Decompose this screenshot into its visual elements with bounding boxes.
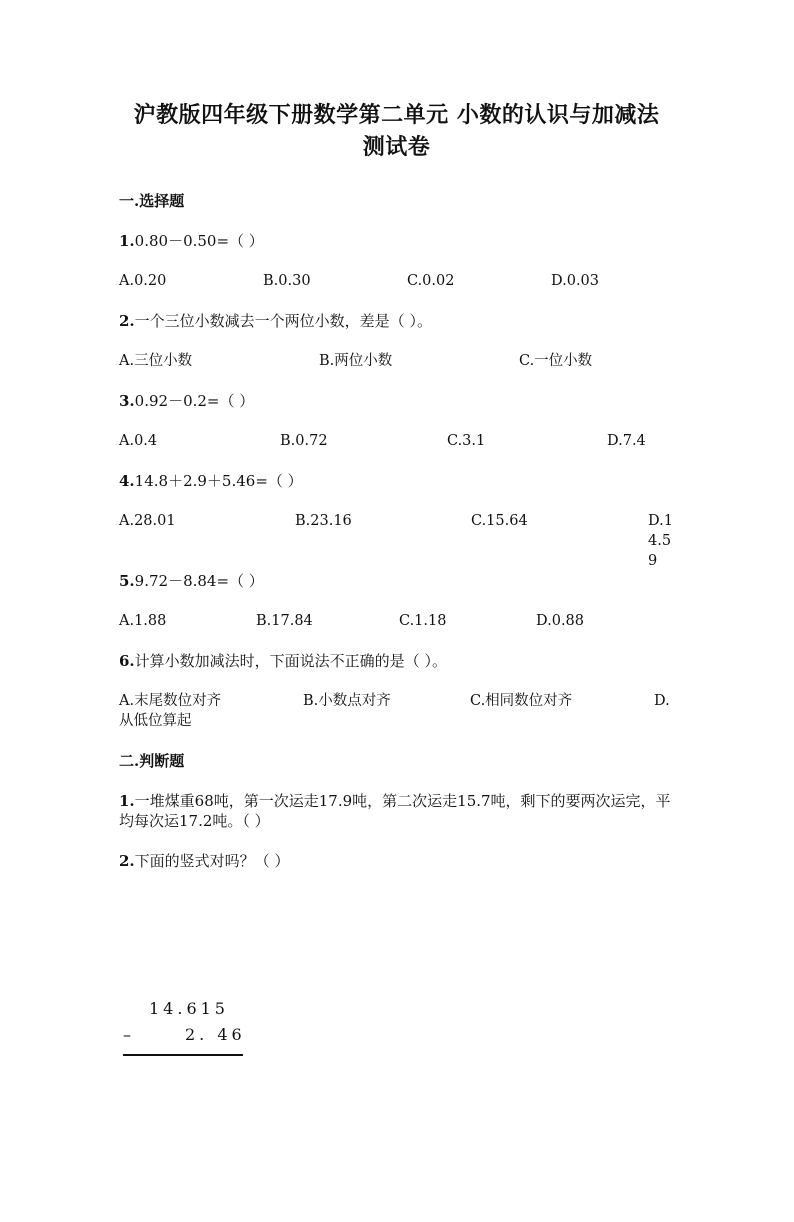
- option-b: B.23.16: [295, 513, 352, 529]
- option-a: A.三位小数: [119, 353, 193, 369]
- question-text: 9.72－8.84=（ ）: [134, 572, 264, 590]
- options-4: [119, 511, 674, 569]
- question-number: 1.: [119, 232, 135, 250]
- option-c: C.相同数位对齐: [470, 693, 573, 709]
- question-number: 4.: [119, 472, 135, 490]
- option-b: B.小数点对齐: [303, 693, 391, 709]
- question-text: 0.92－0.2=（ ）: [134, 392, 255, 410]
- option-c: C.3.1: [447, 433, 486, 449]
- option-b: B.0.30: [263, 273, 311, 289]
- question-number: 6.: [119, 652, 135, 670]
- option-b: B.0.72: [280, 433, 328, 449]
- option-d: D.0.03: [551, 273, 600, 289]
- minuend: 14.615: [149, 999, 229, 1018]
- option-d: D.14.59: [648, 513, 673, 569]
- question-number: 2.: [119, 852, 135, 870]
- vertical-line-2: [119, 1025, 249, 1051]
- options-5: [119, 611, 674, 631]
- question-text: 一个三位小数减去一个两位小数，差是（ ）。: [134, 312, 432, 330]
- judge-1: [119, 791, 674, 831]
- question-text: 一堆煤重68吨，第一次运走17.9吨，第二次运走15.7吨，剩下的要两次运完，平均每次运17.2吨。（ ）: [119, 792, 671, 830]
- question-1: [119, 231, 674, 251]
- judge-2: [119, 851, 674, 871]
- vertical-line-1: [119, 999, 249, 1025]
- option-d-text: D.从低位算起: [119, 693, 670, 729]
- vertical-calculation: [119, 999, 249, 1051]
- question-5: [119, 571, 674, 591]
- option-c: C.0.02: [407, 273, 455, 289]
- question-text: 14.8＋2.9＋5.46=（ ）: [134, 472, 303, 490]
- option-c: C.15.64: [471, 513, 528, 529]
- option-a: A.末尾数位对齐: [119, 693, 222, 709]
- result-line: [123, 1054, 243, 1056]
- question-6: [119, 651, 674, 671]
- question-4: [119, 471, 674, 491]
- question-text: 计算小数加减法时，下面说法不正确的是（ ）。: [134, 652, 447, 670]
- options-6: [119, 691, 674, 731]
- option-a: A.28.01: [119, 513, 176, 529]
- section-judge: 二.判断题: [119, 752, 185, 770]
- question-number: 2.: [119, 312, 135, 330]
- question-text: 0.80－0.50=（ ）: [134, 232, 264, 250]
- option-d: D.0.88: [536, 613, 585, 629]
- question-number: 5.: [119, 572, 135, 590]
- section-choice: 一.选择题: [119, 192, 185, 210]
- options-2: [119, 351, 674, 371]
- option-a: A.0.4: [119, 433, 158, 449]
- question-text: 下面的竖式对吗？（ ）: [134, 852, 290, 870]
- page-title: 沪教版四年级下册数学第二单元 小数的认识与加减法 测试卷: [133, 102, 660, 160]
- options-3: [119, 431, 674, 451]
- option-c: C.一位小数: [519, 353, 593, 369]
- minus-sign: –: [123, 1025, 135, 1044]
- question-3: [119, 391, 674, 411]
- option-d: [119, 691, 674, 731]
- option-b: B.两位小数: [319, 353, 393, 369]
- option-d: D.7.4: [607, 433, 646, 449]
- question-number: 1.: [119, 792, 135, 810]
- question-2: [119, 311, 674, 331]
- option-c: C.1.18: [399, 613, 447, 629]
- subtrahend: 2. 46: [185, 1025, 246, 1044]
- option-b: B.17.84: [256, 613, 313, 629]
- question-number: 3.: [119, 392, 135, 410]
- option-a: A.1.88: [119, 613, 167, 629]
- options-1: [119, 271, 674, 291]
- option-a: A.0.20: [119, 273, 167, 289]
- exam-page: [0, 99, 794, 1222]
